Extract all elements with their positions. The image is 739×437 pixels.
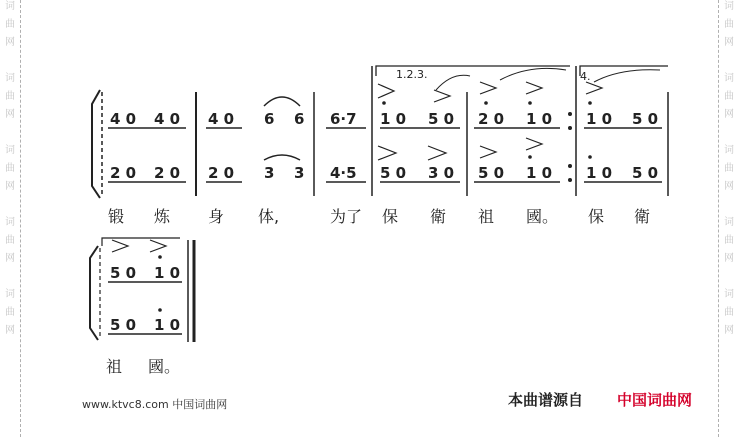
lower-note: 5 0: [478, 164, 505, 182]
watermark-char: 网: [724, 37, 734, 48]
watermark-char: 网: [724, 181, 734, 192]
repeat-dot: [568, 112, 572, 116]
system1-brace: [92, 90, 100, 198]
lower-note: 5 0: [110, 316, 137, 334]
upper-note: 5 0: [110, 264, 137, 282]
slur: [500, 68, 566, 80]
repeat-dot: [568, 178, 572, 182]
octave-dot: [588, 155, 592, 159]
watermark-char: 曲: [5, 91, 15, 102]
upper-note: 5 0: [428, 110, 455, 128]
watermark-char: 词: [5, 145, 15, 156]
upper-note: 1 0: [380, 110, 407, 128]
accent-mark: [428, 146, 446, 160]
watermark-char: 曲: [724, 235, 734, 246]
lower-note: 2 0: [208, 164, 235, 182]
octave-dot: [158, 255, 162, 259]
watermark-char: 网: [5, 181, 15, 192]
accent-mark: [480, 82, 496, 94]
octave-dot: [158, 308, 162, 312]
accent-mark: [378, 146, 396, 160]
watermark-char: 词: [5, 217, 15, 228]
accent-mark: [150, 240, 166, 252]
lower-note: 2 0: [154, 164, 181, 182]
volta-label-1: 1.2.3.: [396, 68, 428, 81]
upper-note: 4 0: [208, 110, 235, 128]
watermark-char: 曲: [5, 235, 15, 246]
watermark-char: 曲: [5, 19, 15, 30]
watermark-char: 曲: [5, 163, 15, 174]
watermark-char: 曲: [724, 19, 734, 30]
accent-mark: [526, 82, 542, 94]
tie-lower: [264, 155, 300, 160]
upper-note: 4 0: [154, 110, 181, 128]
watermark-char: 网: [724, 109, 734, 120]
lyric: 炼: [154, 207, 171, 226]
lyric: 祖: [478, 207, 495, 226]
watermark-char: 网: [5, 37, 15, 48]
site-url[interactable]: www.ktvc8.com 中国词曲网: [82, 398, 228, 411]
volta-label-2: 4.: [580, 70, 591, 83]
lyric: 祖: [106, 357, 123, 376]
upper-note: 5 0: [632, 110, 659, 128]
watermark-char: 词: [724, 145, 734, 156]
lyric: 锻: [108, 207, 125, 226]
brand-link[interactable]: 中国词曲网: [617, 391, 693, 409]
watermark-char: 网: [724, 253, 734, 264]
lower-note: 1 0: [586, 164, 613, 182]
accent-mark: [434, 90, 450, 102]
accent-mark: [586, 82, 602, 94]
accent-mark: [378, 84, 394, 98]
lyric: 为了: [330, 207, 363, 226]
upper-note: 6: [264, 110, 275, 128]
watermark-char: 词: [5, 1, 15, 12]
system2-brace: [90, 246, 98, 340]
lower-note: 5 0: [632, 164, 659, 182]
lyric: 國。: [526, 207, 559, 226]
lyric: 國。: [148, 357, 181, 376]
watermark-char: 词: [724, 217, 734, 228]
watermark-char: 曲: [5, 307, 15, 318]
repeat-dot: [568, 126, 572, 130]
lyric: 体,: [258, 207, 280, 226]
octave-dot: [528, 155, 532, 159]
watermark-char: 词: [5, 73, 15, 84]
lyric: 保: [382, 207, 399, 226]
slur: [594, 70, 660, 82]
lyric: 衛: [430, 207, 447, 226]
watermark-char: 词: [724, 289, 734, 300]
lower-note: 1 0: [154, 316, 181, 334]
watermark-char: 词: [724, 1, 734, 12]
lyric: 保: [588, 207, 605, 226]
lower-note: 2 0: [110, 164, 137, 182]
watermark-char: 网: [5, 253, 15, 264]
octave-dot: [588, 101, 592, 105]
lower-note: 1 0: [526, 164, 553, 182]
upper-note: 2 0: [478, 110, 505, 128]
lower-note: 3: [264, 164, 275, 182]
lower-note: 4·5: [330, 164, 357, 182]
watermark-char: 词: [5, 289, 15, 300]
accent-mark: [526, 138, 542, 150]
watermark-char: 曲: [724, 307, 734, 318]
lower-note: 3: [294, 164, 305, 182]
upper-note: 1 0: [526, 110, 553, 128]
upper-note: 1 0: [586, 110, 613, 128]
repeat-dot: [568, 164, 572, 168]
upper-note: 6: [294, 110, 305, 128]
lower-note: 5 0: [380, 164, 407, 182]
lower-note: 3 0: [428, 164, 455, 182]
watermark-char: 网: [5, 325, 15, 336]
upper-note: 4 0: [110, 110, 137, 128]
tie-upper: [264, 97, 300, 106]
octave-dot: [382, 101, 386, 105]
octave-dot: [484, 101, 488, 105]
system2-volta-bracket: [102, 238, 180, 246]
watermark-char: 曲: [724, 163, 734, 174]
watermark-char: 词: [724, 73, 734, 84]
watermark-char: 网: [724, 325, 734, 336]
volta-bracket-2: [580, 66, 668, 76]
accent-mark: [480, 146, 496, 158]
upper-note: 1 0: [154, 264, 181, 282]
accent-mark: [112, 240, 128, 252]
upper-note: 6·7: [330, 110, 357, 128]
lyric: 衛: [634, 207, 651, 226]
slur: [436, 75, 470, 90]
octave-dot: [528, 101, 532, 105]
lyric: 身: [208, 207, 225, 226]
source-label: 本曲谱源自: [508, 391, 584, 409]
watermark-char: 曲: [724, 91, 734, 102]
watermark-char: 网: [5, 109, 15, 120]
